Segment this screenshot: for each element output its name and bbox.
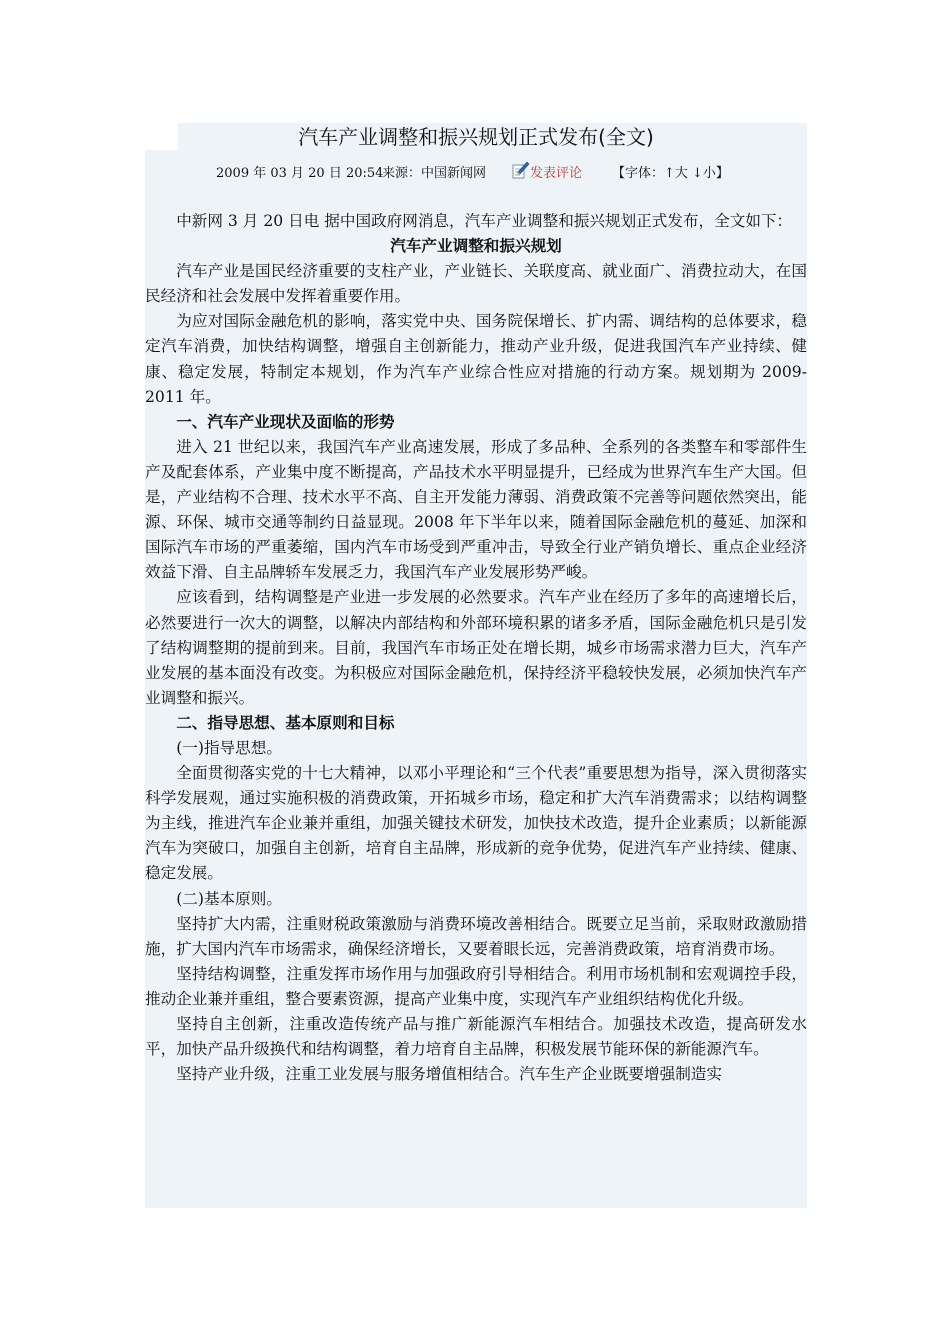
section-heading: 一、汽车产业现状及面临的形势 bbox=[176, 412, 395, 431]
paragraph: 坚持扩大内需，注重财税政策激励与消费环境改善相结合。既要立足当前，采取财政激励措施，扩大国内汽车市场需求，确保经济增长，又要着眼长远，完善消费政策，培育消费市场。 bbox=[145, 914, 807, 958]
publish-date: 2009 年 03 月 20 日 20:54 bbox=[216, 166, 384, 181]
article-sheet bbox=[145, 123, 807, 1208]
comment-link[interactable]: 发表评论 bbox=[530, 166, 583, 181]
article-source: 来源：中国新闻网 bbox=[382, 166, 487, 181]
paragraph: 全面贯彻落实党的十七大精神，以邓小平理论和“三个代表”重要思想为指导，深入贯彻落实科学发展观，通过实施积极的消费政策，开拓城乡市场，稳定和扩大汽车消费需求；以结构调整为主线，推进汽车企业兼并重组，加强关键技术研发，加快技术改造，提升企业素质；以新能源汽车为突破口，加强自主创新，培育自主品牌，形成新的竞争优势，促进汽车产业持续、健康、稳定发展。 bbox=[145, 764, 807, 883]
article-body bbox=[145, 209, 807, 1087]
paragraph: 坚持自主创新，注重改造传统产品与推广新能源汽车相结合。加强技术改造，提高研发水平，加快产品升级换代和结构调整，着力培育自主品牌，积极发展节能环保的新能源汽车。 bbox=[145, 1015, 807, 1059]
paragraph: (二)基本原则。 bbox=[176, 889, 282, 908]
pencil-icon[interactable] bbox=[512, 161, 530, 181]
paragraph: (一)指导思想。 bbox=[176, 738, 282, 757]
paragraph: 坚持结构调整，注重发挥市场作用与加强政府引导相结合。利用市场机制和宏观调控手段，推动企业兼并重组，整合要素资源，提高产业集中度，实现汽车产业组织结构优化升级。 bbox=[145, 964, 807, 1008]
paragraph: 汽车产业是国民经济重要的支柱产业，产业链长、关联度高、就业面广、消费拉动大，在国民经济和社会发展中发挥着重要作用。 bbox=[145, 262, 807, 306]
paragraph: 坚持产业升级，注重工业发展与服务增值相结合。汽车生产企业既要增强制造实 bbox=[176, 1065, 722, 1084]
paragraph: 为应对国际金融危机的影响，落实党中央、国务院保增长、扩内需、调结构的总体要求，稳定汽车消费，加快结构调整，增强自主创新能力，推动产业升级，促进我国汽车产业持续、健康、稳定发展，特制定本规划，作为汽车产业综合性应对措施的行动方案。规划期为 2009-2011 年。 bbox=[145, 312, 807, 406]
paragraph: 应该看到，结构调整是产业进一步发展的必然要求。汽车产业在经历了多年的高速增长后，必然要进行一次大的调整，以解决内部结构和外部环境积累的诸多矛盾，国际金融危机只是引发了结构调整期的提前到来。目前，我国汽车市场正处在增长期，城乡市场需求潜力巨大，汽车产业发展的基本面没有改变。为积极应对国际金融危机，保持经济平稳较快发展，必须加快汽车产业调整和振兴。 bbox=[145, 588, 807, 707]
paragraph: 中新网 3 月 20 日电 据中国政府网消息，汽车产业调整和振兴规划正式发布，全文如下： bbox=[176, 212, 793, 230]
paragraph: 进入 21 世纪以来，我国汽车产业高速发展，形成了多品种、全系列的各类整车和零部件生产及配套体系，产业集中度不断提高，产品技术水平明显提升，已经成为世界汽车生产大国。但是，产业结构不合理、技术水平不高、自主开发能力薄弱、消费政策不完善等问题依然突出，能源、环保、城市交通等制约日益显现。2008 年下半年以来，随着国际金融危机的蔓延、加深和国际汽车市场的严重萎缩，国内汽车市场受到严重冲击，导致全行业产销负增长、重点企业经济效益下滑、自主品牌轿车发展乏力，我国汽车产业发展形势严峻。 bbox=[145, 437, 807, 582]
article-title: 汽车产业调整和振兴规划正式发布(全文) bbox=[298, 125, 654, 149]
document-title: 汽车产业调整和振兴规划 bbox=[390, 237, 562, 256]
font-size-control[interactable]: 【字体：↑大 ↓小】 bbox=[612, 166, 729, 181]
section-heading: 二、指导思想、基本原则和目标 bbox=[176, 713, 395, 732]
